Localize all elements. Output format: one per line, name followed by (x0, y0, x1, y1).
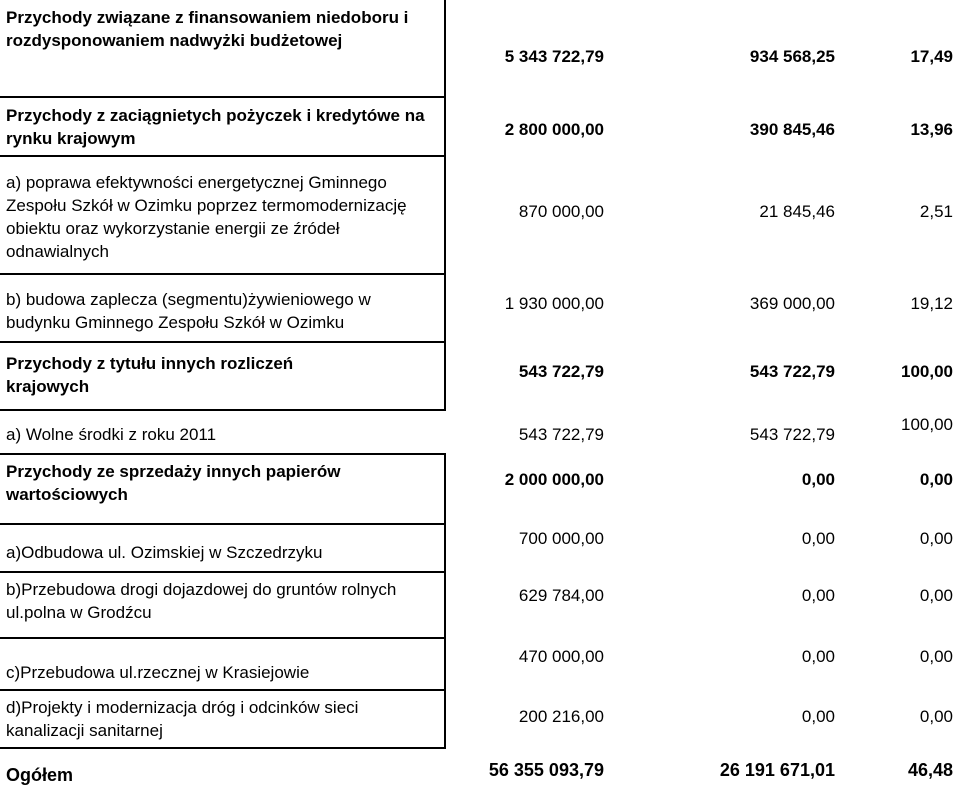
cell-plan: 543 722,79 (518, 362, 604, 381)
row-label: a) poprawa efektywności energetycznej Gminnego Zespołu Szkół w Ozimku poprzez termomodernizację obiektu oraz wykorzystanie energii ze źródeł odnawialnych (6, 173, 407, 261)
row-divider (0, 409, 446, 411)
cell-plan: 470 000,00 (518, 647, 604, 666)
cell-percent: 0,00 (919, 470, 953, 489)
cell-percent: 0,00 (919, 707, 953, 726)
row-label: a) Wolne środki z roku 2011 (6, 425, 217, 444)
cell-percent: 0,00 (919, 529, 953, 548)
cell-percent: 19,12 (910, 294, 953, 313)
cell-actual: 934 568,25 (749, 47, 835, 66)
cell-plan: 870 000,00 (518, 202, 604, 221)
row-label: Przychody ze sprzedaży innych papierów wartościowych (6, 462, 341, 504)
cell-plan: 1 930 000,00 (504, 294, 604, 313)
total-percent: 46,48 (907, 760, 953, 780)
total-label: Ogółem (6, 765, 74, 785)
row-divider (0, 523, 446, 525)
cell-plan: 543 722,79 (518, 425, 604, 444)
row-divider (0, 273, 446, 275)
cell-plan: 2 000 000,00 (504, 470, 604, 489)
row-label: Przychody z tytułu innych rozliczeń krajowych (6, 354, 294, 396)
row-label: Przychody z zaciągnietych pożyczek i kredytówe na rynku krajowym (6, 106, 425, 148)
row-divider (0, 637, 446, 639)
cell-actual: 0,00 (801, 529, 835, 548)
cell-plan: 5 343 722,79 (504, 47, 604, 66)
row-divider (0, 96, 446, 98)
cell-plan: 629 784,00 (518, 586, 604, 605)
cell-percent: 0,00 (919, 586, 953, 605)
cell-actual: 543 722,79 (749, 362, 835, 381)
row-divider (0, 453, 446, 455)
cell-actual: 543 722,79 (749, 425, 835, 444)
cell-percent: 2,51 (919, 202, 953, 221)
cell-actual: 390 845,46 (749, 120, 835, 139)
cell-actual: 0,00 (801, 707, 835, 726)
cell-actual: 0,00 (801, 586, 835, 605)
row-label: d)Projekty i modernizacja dróg i odcinków sieci kanalizacji sanitarnej (6, 698, 359, 740)
cell-actual: 369 000,00 (749, 294, 835, 313)
cell-percent: 100,00 (901, 362, 953, 381)
row-divider (0, 747, 446, 749)
row-divider (0, 571, 446, 573)
cell-percent: 0,00 (919, 647, 953, 666)
total-actual: 26 191 671,01 (719, 760, 835, 780)
row-label: a)Odbudowa ul. Ozimskiej w Szczedrzyku (6, 543, 323, 562)
row-label: Przychody związane z finansowaniem niedoboru i rozdysponowaniem nadwyżki budżetowej (6, 8, 409, 50)
row-label: b) budowa zaplecza (segmentu)żywieniowego w budynku Gminnego Zespołu Szkół w Ozimku (6, 290, 371, 332)
row-divider (0, 341, 446, 343)
cell-plan: 200 216,00 (518, 707, 604, 726)
cell-actual: 21 845,46 (759, 202, 835, 221)
cell-percent: 13,96 (910, 120, 953, 139)
cell-actual: 0,00 (801, 470, 835, 489)
row-divider (0, 689, 446, 691)
cell-percent: 17,49 (910, 47, 953, 66)
cell-plan: 700 000,00 (518, 529, 604, 548)
total-plan: 56 355 093,79 (488, 760, 604, 780)
row-label: b)Przebudowa drogi dojazdowej do gruntów rolnych ul.polna w Grodźcu (6, 580, 397, 622)
cell-plan: 2 800 000,00 (504, 120, 604, 139)
cell-actual: 0,00 (801, 647, 835, 666)
row-label: c)Przebudowa ul.rzecznej w Krasiejowie (6, 663, 310, 682)
row-divider (0, 155, 446, 157)
cell-percent: 100,00 (901, 415, 953, 434)
